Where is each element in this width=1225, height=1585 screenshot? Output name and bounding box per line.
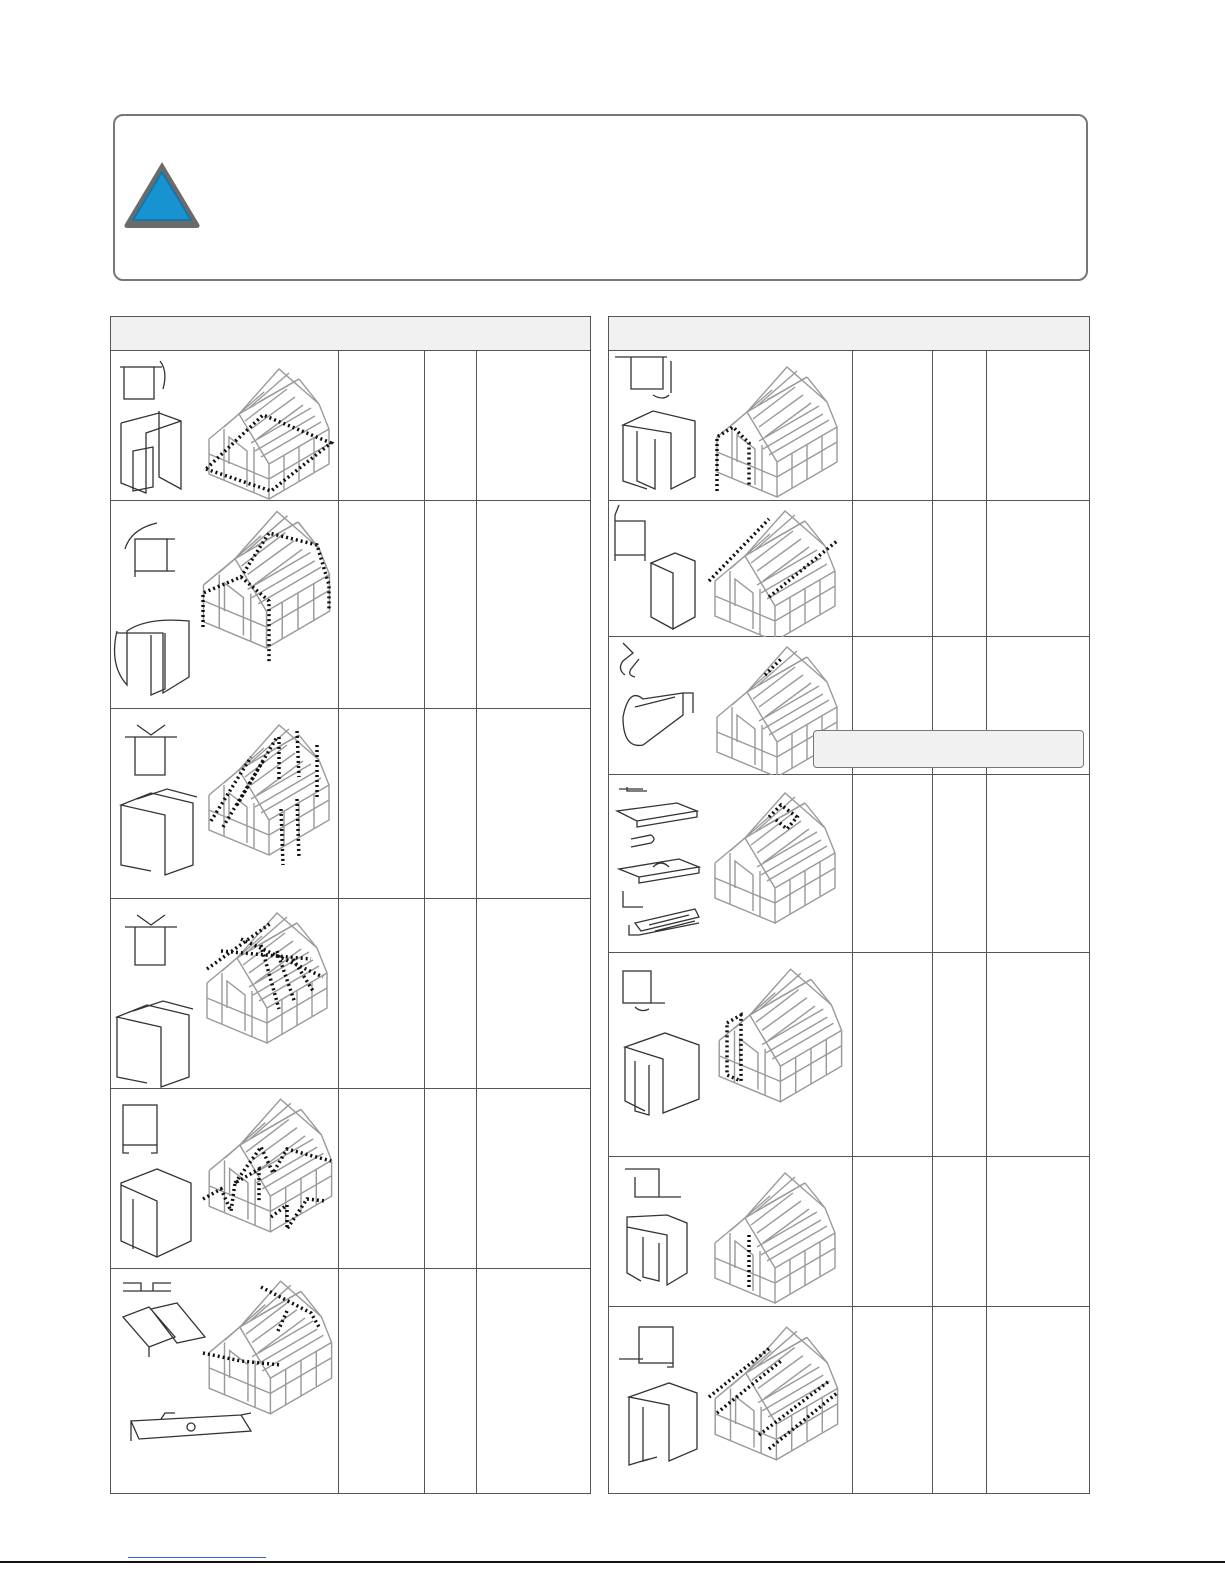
table-row	[111, 1089, 590, 1269]
table-row	[609, 1157, 1089, 1307]
part-diagram	[609, 501, 853, 637]
part-diagram	[111, 709, 339, 899]
table-row	[111, 899, 590, 1089]
table-row	[111, 1269, 590, 1494]
footer-rule	[0, 1561, 1225, 1563]
table-row	[609, 351, 1089, 501]
part-diagram	[111, 351, 339, 501]
part-diagram	[609, 1157, 853, 1307]
table-row	[111, 501, 590, 709]
table-row	[111, 351, 590, 501]
part-note-box	[813, 730, 1084, 768]
left-table-header	[111, 317, 590, 351]
warning-box	[113, 114, 1088, 281]
footer-link[interactable]	[128, 1557, 266, 1558]
right-table-header	[609, 317, 1089, 351]
part-diagram	[609, 1307, 853, 1494]
table-row	[609, 501, 1089, 637]
part-diagram	[609, 953, 853, 1157]
table-row	[609, 953, 1089, 1157]
part-diagram	[111, 501, 339, 709]
table-row	[111, 709, 590, 899]
table-row	[609, 1307, 1089, 1494]
warning-triangle-icon	[121, 158, 203, 232]
right-parts-table	[608, 316, 1090, 1494]
left-parts-table	[110, 316, 591, 1494]
part-diagram	[111, 1269, 339, 1494]
part-diagram	[609, 775, 853, 953]
part-diagram	[609, 351, 853, 501]
part-diagram	[111, 899, 339, 1089]
part-diagram	[111, 1089, 339, 1269]
table-row	[609, 775, 1089, 953]
